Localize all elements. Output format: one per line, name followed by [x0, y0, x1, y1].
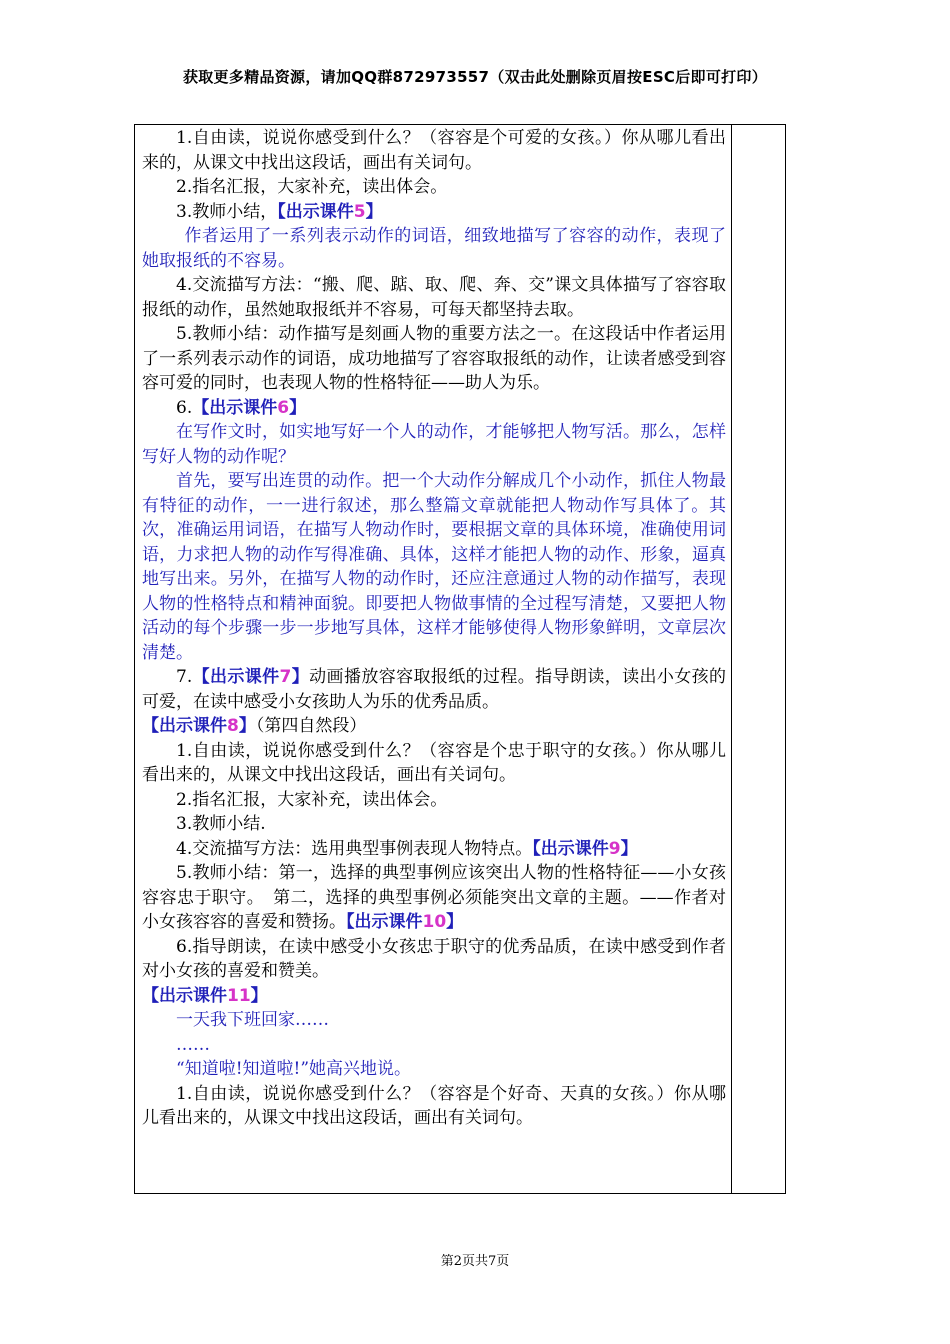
paragraph-9: 首先，要写出连贯的动作。把一个大动作分解成几个小动作，抓住人物最有特征的动作，一一进行叙述，那么整篇文章就能把人物动作写具体了。其次，准确运用词语，在描写人物动作时，要根据文章的具体环境，准确使用词语，力求把人物的动作写得准确、具体，这样才能把人物的动作、形象，逼真地写出来。另外，在描写人物的动作时，还应注意通过人物的动作描写，表现人物的性格特点和精神面貌。即要把人物做事情的全过程写清楚，又要把人物活动的每个步骤一步一步地写具体，这样才能够使得人物形象鲜明，文章层次清楚。	[142, 471, 726, 663]
paragraph-21: “知道啦!知道啦!”她高兴地说。	[176, 1059, 412, 1079]
paragraph-1: 1.自由读，说说你感受到什么？（容容是个可爱的女孩。）你从哪儿看出来的，从课文中找出这段话，画出有关词句。	[142, 128, 726, 173]
paragraph-6: 5.教师小结：动作描写是刻画人物的重要方法之一。在这段话中作者运用了一系列表示动作的词语，成功地描写了容容取报纸的动作，让读者感受到容容可爱的同时，也表现人物的性格特征——助人为乐。	[142, 324, 726, 393]
paragraph-10: 7.【出示课件7】动画播放容容取报纸的过程。指导朗读，读出小女孩的可爱，在读中感受小女孩助人为乐的优秀品质。	[142, 667, 727, 712]
paragraph-22: 1.自由读，说说你感受到什么？（容容是个好奇、天真的女孩。）你从哪儿看出来的，从课文中找出这段话，画出有关词句。	[142, 1083, 726, 1128]
paragraph-14: 3.教师小结.	[176, 814, 266, 834]
paragraph-2: 2.指名汇报，大家补充，读出体会。	[176, 177, 448, 197]
paragraph-8: 在写作文时，如实地写好一个人的动作，才能够把人物写活。那么，怎样写好人物的动作呢？	[142, 422, 726, 467]
paragraph-7: 6.【出示课件6】	[176, 397, 307, 418]
paragraph-12: 1.自由读，说说你感受到什么？（容容是个忠于职守的女孩。）你从哪儿看出来的，从课文中找出这段话，画出有关词句。	[142, 740, 726, 785]
paragraph-5: 4.交流描写方法：“搬、爬、踮、取、爬、奔、交”课文具体描写了容容取报纸的动作，虽然她取报纸并不容易，可每天都坚持去取。	[142, 275, 726, 320]
page-header: 获取更多精品资源，请加QQ群872973557（双击此处删除页眉按ESC后即可打印）	[182, 68, 768, 86]
courseware-tag: 【出示课件7】	[192, 667, 310, 687]
paragraph-11: 【出示课件8】（第四自然段）	[142, 716, 367, 736]
courseware-tag: 【出示课件10】	[346, 912, 464, 932]
lesson-content	[142, 126, 726, 1131]
courseware-tag: 【出示课件9】	[532, 838, 638, 859]
paragraph-20: ……	[176, 1034, 210, 1055]
courseware-tag: 【出示课件6】	[192, 397, 307, 418]
paragraph-13: 2.指名汇报，大家补充，读出体会。	[176, 789, 448, 810]
courseware-tag: 【出示课件11】	[142, 985, 268, 1006]
table-column-divider	[731, 124, 732, 1194]
paragraph-17: 6.指导朗读，在读中感受小女孩忠于职守的优秀品质，在读中感受到作者对小女孩的喜爱和赞美。	[142, 936, 726, 981]
courseware-tag: 【出示课件8】	[142, 716, 256, 736]
courseware-tag: 【出示课件5】	[277, 201, 383, 222]
paragraph-3: 3.教师小结，【出示课件5】	[176, 201, 383, 222]
page-footer: 第2页共7页	[440, 1254, 510, 1269]
paragraph-16: 5.教师小结：第一，选择的典型事例应该突出人物的性格特征——小女孩容容忠于职守。 第二，选择的典型事例必须能突出文章的主题。——作者对小女孩容容的喜爱和赞扬。【出示课件10】	[142, 863, 726, 932]
paragraph-15: 4.交流描写方法：选用典型事例表现人物特点。【出示课件9】	[176, 838, 638, 859]
paragraph-19: 一天我下班回家……	[176, 1010, 329, 1030]
paragraph-18	[142, 984, 726, 1009]
paragraph-4: 作者运用了一系列表示动作的词语，细致地描写了容容的动作，表现了她取报纸的不容易。	[142, 226, 726, 271]
